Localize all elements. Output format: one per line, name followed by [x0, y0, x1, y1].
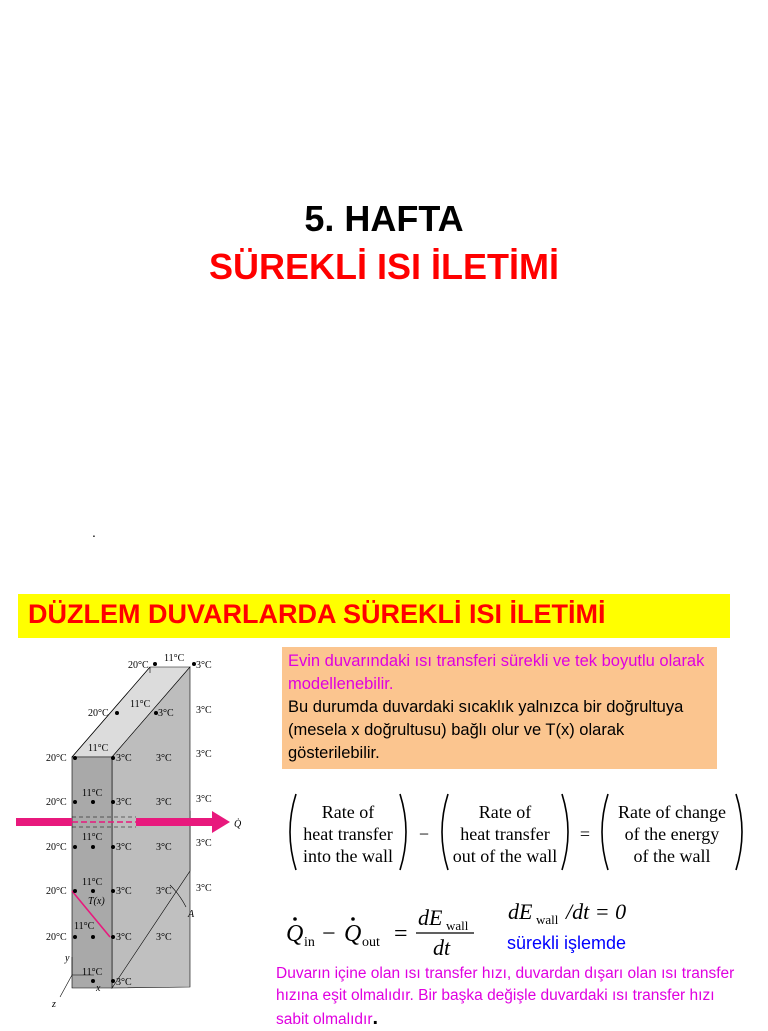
- info-line-2: Bu durumda duvardaki sıcaklık yalnızca bir doğrultuya (mesela x doğrultusu) bağlı olur ve T(x) olarak gösterilebilir.: [288, 698, 684, 762]
- eq-equals: =: [394, 921, 408, 947]
- equals-sign: =: [579, 824, 591, 844]
- term3-line1: Rate of change: [618, 802, 726, 822]
- minus-sign: −: [418, 824, 430, 844]
- temp-label: 20°C: [46, 886, 67, 897]
- term3-line3: of the wall: [633, 846, 711, 866]
- term3-line2: of the energy: [624, 824, 720, 844]
- axis-x-label: x: [96, 983, 101, 994]
- section-title: DÜZLEM DUVARLARDA SÜREKLİ ISI İLETİMİ: [28, 599, 606, 629]
- temp-label: 11°C: [88, 743, 109, 754]
- tx-label: T(x): [88, 896, 105, 907]
- eq-minus: −: [322, 921, 336, 947]
- temp-label: 3°C: [158, 708, 174, 719]
- topic-title: SÜREKLİ ISI İLETİMİ: [208, 246, 559, 287]
- temp-label: 3°C: [116, 932, 132, 943]
- conclusion-period: .: [372, 1007, 379, 1029]
- heat-flow-arrow-right: [136, 818, 212, 826]
- conclusion-text: Duvarın içine olan ısı transfer hızı, duvardan dışarı olan ısı transfer hızına eşit olmalıdır. Bir başka değişle duvardaki ısı transfer hızı sabit olmalıdır: [276, 965, 735, 1028]
- term2-line2: heat transfer: [460, 824, 550, 844]
- section-header-bar: [18, 594, 730, 638]
- info-box: [282, 647, 717, 769]
- temp-label: 3°C: [156, 932, 172, 943]
- q-out-subscript: out: [362, 935, 380, 950]
- temp-label: 3°C: [116, 886, 132, 897]
- temp-label: 3°C: [116, 842, 132, 853]
- energy-balance-equation: [282, 788, 752, 876]
- temp-label: 11°C: [82, 877, 103, 888]
- temp-label: 20°C: [46, 797, 67, 808]
- temp-label: 3°C: [156, 753, 172, 764]
- fraction-denominator: dt: [433, 935, 451, 959]
- temp-label: 11°C: [82, 788, 103, 799]
- conclusion-paragraph: [276, 963, 746, 1031]
- rate-term-subscript: wall: [536, 912, 559, 927]
- temp-label: 3°C: [196, 883, 212, 894]
- temp-label: 3°C: [116, 797, 132, 808]
- temp-label: 3°C: [196, 705, 212, 716]
- temp-label: 11°C: [130, 699, 151, 710]
- temp-label: 3°C: [116, 753, 132, 764]
- temp-label: 3°C: [156, 842, 172, 853]
- temp-label: 20°C: [46, 753, 67, 764]
- temp-label: 11°C: [82, 832, 103, 843]
- temp-label: 3°C: [196, 749, 212, 760]
- rate-term-rest: /dt = 0: [566, 899, 627, 924]
- q-in-subscript: in: [304, 935, 315, 950]
- q-out-symbol: Q: [344, 921, 362, 947]
- rate-term: dE: [508, 899, 533, 924]
- info-line-1: Evin duvarındaki ısı transferi sürekli ve tek boyutlu olarak modellenebilir.: [288, 652, 705, 693]
- term1-line1: Rate of: [321, 802, 375, 822]
- fraction-numerator: dE: [418, 905, 443, 930]
- temp-label: 3°C: [156, 886, 172, 897]
- term1-line3: into the wall: [303, 846, 393, 866]
- stray-dot: .: [92, 524, 96, 540]
- temp-label: 3°C: [196, 794, 212, 805]
- temp-label: 20°C: [88, 708, 109, 719]
- temp-label: 3°C: [116, 977, 132, 988]
- term2-line3: out of the wall: [452, 846, 558, 866]
- temp-label: 11°C: [164, 653, 185, 664]
- heat-flow-arrowhead: [212, 811, 230, 833]
- axis-z-label: z: [52, 999, 56, 1010]
- plane-wall-diagram: [10, 645, 250, 1017]
- week-title: 5. HAFTA: [304, 198, 464, 239]
- area-label: A: [188, 909, 195, 920]
- temp-label: 11°C: [82, 967, 103, 978]
- temp-label: 20°C: [128, 660, 149, 671]
- q-in-symbol: Q: [286, 921, 304, 947]
- temp-label: 20°C: [46, 842, 67, 853]
- temp-label: 3°C: [156, 797, 172, 808]
- steady-state-label: sürekli işlemde: [507, 933, 627, 953]
- fraction-numerator-subscript: wall: [446, 918, 469, 933]
- temp-label: 3°C: [196, 838, 212, 849]
- term1-line2: heat transfer: [303, 824, 393, 844]
- temp-label: 3°C: [196, 660, 212, 671]
- temp-label: 11°C: [74, 921, 95, 932]
- heat-flow-arrow-left: [16, 818, 72, 826]
- q-dot-label: Q̇: [234, 819, 242, 830]
- axis-y-label: y: [65, 953, 70, 964]
- temp-label: 20°C: [46, 932, 67, 943]
- term2-line1: Rate of: [478, 802, 532, 822]
